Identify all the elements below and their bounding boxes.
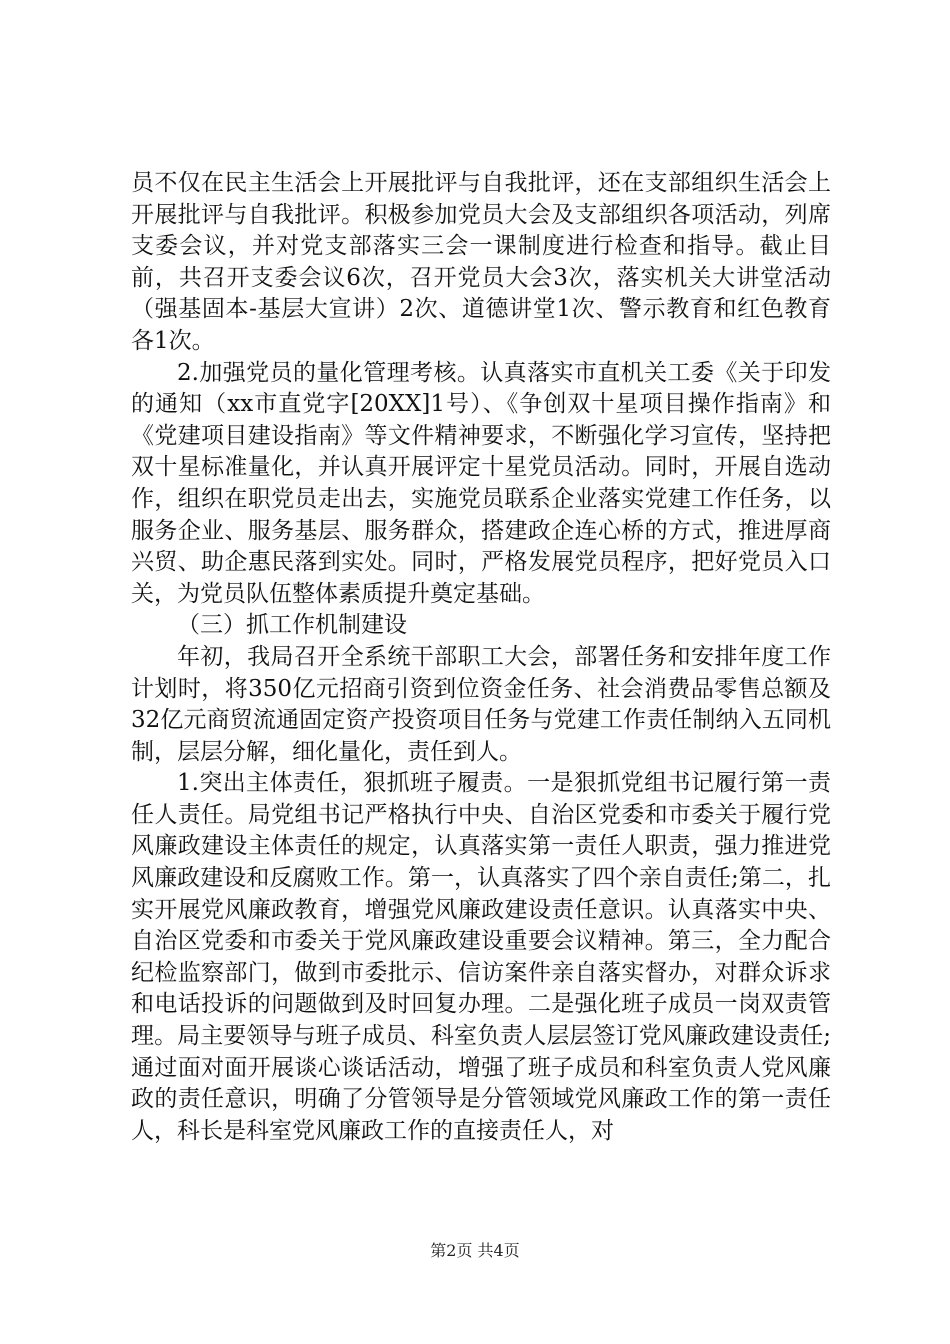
paragraph-continued: 员不仅在民主生活会上开展批评与自我批评，还在支部组织生活会上开展批评与自我批评。积极参加党员大会及支部组织各项活动，列席支委会议，并对党支部落实三会一课制度进行检查和指导。截止目前，共召开支委会议6次，召开党员大会3次，落实机关大讲堂活动（强基固本-基层大宣讲）2次、道德讲堂1次、警示教育和红色教育各1次。 [131,170,831,354]
paragraph-annual-meeting: 年初，我局召开全系统干部职工大会，部署任务和安排年度工作计划时，将350亿元招商引资到位资金任务、社会消费品零售总额及32亿元商贸流通固定资产投资项目任务与党建工作责任制纳入五同机制，层层分解，细化量化，责任到人。 [131,643,831,765]
document-body [131,168,831,1147]
section-heading-work-mechanism: （三）抓工作机制建设 [177,612,407,639]
page-number-footer: 第2页 共4页 [430,1241,520,1260]
paragraph-main-responsibility: 1.突出主体责任，狠抓班子履责。一是狠抓党组书记履行第一责任人责任。局党组书记严格执行中央、自治区党委和市委关于履行党风廉政建设主体责任的规定，认真落实第一责任人职责，强力推进党风廉政建设和反腐败工作。第一，认真落实了四个亲自责任;第二，扎实开展党风廉政教育，增强党风廉政建设责任意识。认真落实中央、自治区党委和市委关于党风廉政建设重要会议精神。第三，全力配合纪检监察部门，做到市委批示、信访案件亲自落实督办，对群众诉求和电话投诉的问题做到及时回复办理。二是强化班子成员一岗双责管理。局主要领导与班子成员、科室负责人层层签订党风廉政建设责任;通过面对面开展谈心谈话活动，增强了班子成员和科室负责人党风廉政的责任意识，明确了分管领导是分管领域党风廉政工作的第一责任人，科长是科室党风廉政工作的直接责任人，对 [131,770,831,1144]
paragraph-party-member-assessment: 2.加强党员的量化管理考核。认真落实市直机关工委《关于印发的通知（xx市直党字[20XX]1号）、《争创双十星项目操作指南》和《党建项目建设指南》等文件精神要求，不断强化学习宣传，坚持把双十星标准量化，并认真开展评定十星党员活动。同时，开展自选动作，组织在职党员走出去，实施党员联系企业落实党建工作任务，以服务企业、服务基层、服务群众，搭建政企连心桥的方式，推进厚商兴贸、助企惠民落到实处。同时，严格发展党员程序，把好党员入口关，为党员队伍整体素质提升奠定基础。 [131,359,831,607]
